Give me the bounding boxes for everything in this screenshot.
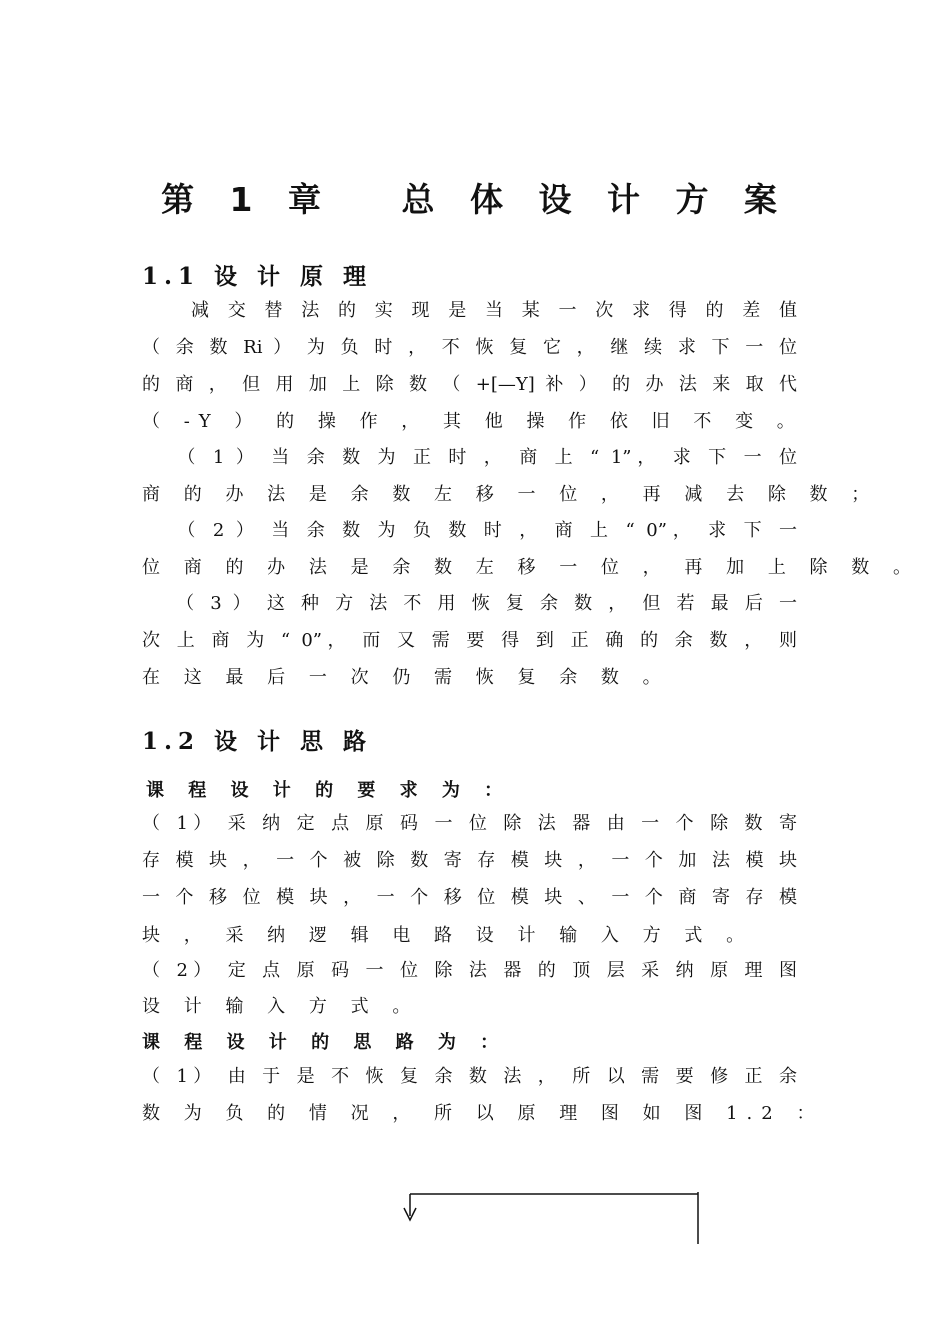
paragraph-line: （ 1） 由 于 是 不 恢 复 余 数 法 ， 所 以 需 要 修 正 余: [142, 1066, 797, 1087]
section-heading-1-2: 1.2 设 计 思 路: [142, 728, 373, 755]
chapter-title: 第 1 章 总 体 设 计 方 案: [161, 180, 789, 219]
paragraph-line: （ 2 ） 当 余 数 为 负 数 时 ， 商 上 “ 0”， 求 下 一: [142, 520, 798, 541]
paragraph-line: （ -Y ） 的 操 作 ， 其 他 操 作 依 旧 不 变 。: [142, 411, 804, 432]
paragraph-line: （ 2） 定 点 原 码 一 位 除 法 器 的 顶 层 采 纳 原 理 图: [142, 960, 797, 981]
paragraph-line: 减 交 替 法 的 实 现 是 当 某 一 次 求 得 的 差 值: [142, 300, 797, 321]
paragraph-line: 商 的 办 法 是 余 数 左 移 一 位 ， 再 减 去 除 数 ；: [142, 484, 879, 505]
paragraph-line: （ 余 数 Ri ） 为 负 时 ， 不 恢 复 它 ， 继 续 求 下 一 位: [142, 337, 797, 358]
paragraph-line: （ 1 ） 当 余 数 为 正 时 ， 商 上 “ 1”， 求 下 一 位: [142, 447, 798, 468]
paragraph-line: 数 为 负 的 情 况 ， 所 以 原 理 图 如 图 1.2 ：: [142, 1103, 824, 1124]
paragraph-line: 的 商 ， 但 用 加 上 除 数 （ +[—Y] 补 ） 的 办 法 来 取 代: [142, 374, 797, 395]
paragraph-line: 一 个 移 位 模 块 ， 一 个 移 位 模 块 、 一 个 商 寄 存 模: [142, 887, 797, 908]
paragraph-line: 在 这 最 后 一 次 仍 需 恢 复 余 数 。: [142, 667, 670, 688]
paragraph-line: 设 计 输 入 方 式 。: [142, 996, 420, 1017]
circuit-diagram-fragment: [395, 1180, 715, 1260]
paragraph-line: （ 1） 采 纳 定 点 原 码 一 位 除 法 器 由 一 个 除 数 寄: [142, 813, 797, 834]
paragraph-line: 存 模 块 ， 一 个 被 除 数 寄 存 模 块 ， 一 个 加 法 模 块: [142, 850, 797, 871]
section-heading-1-1: 1.1 设 计 原 理: [142, 263, 373, 290]
requirements-label: 课 程 设 计 的 要 求 为 ：: [146, 780, 512, 801]
paragraph-line: 位 商 的 办 法 是 余 数 左 移 一 位 ， 再 加 上 除 数 。: [142, 557, 920, 578]
paragraph-line: 块 ， 采 纳 逻 辑 电 路 设 计 输 入 方 式 。: [142, 925, 754, 946]
paragraph-line: 次 上 商 为 “ 0”， 而 又 需 要 得 到 正 确 的 余 数 ， 则: [142, 630, 797, 651]
approach-label: 课 程 设 计 的 思 路 为 ：: [142, 1032, 508, 1053]
paragraph-line: （ 3 ） 这 种 方 法 不 用 恢 复 余 数 ， 但 若 最 后 一: [142, 593, 797, 614]
